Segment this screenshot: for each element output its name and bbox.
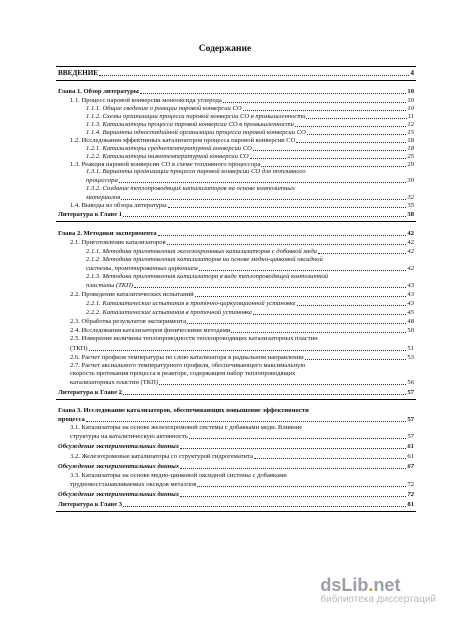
divider [56,399,416,400]
toc-entry[interactable]: 1.2. Исследования эффективных катализаторов процесса паровой конверсии CO 18 [70,136,414,144]
toc-entry-discussion[interactable]: Обсуждение экспериментальных данных 61 [58,442,414,450]
toc-entry[interactable]: трудновосстанавливаемых оксидов металлов 72 [70,480,414,488]
toc-entry[interactable]: 1.1.3. Катализаторы процесса паровой конверсии CO в промышленности 12 [86,120,414,128]
toc-entry-line[interactable]: скорость протекания процесса в реакторе, содержащем набор теплопроводящих [70,370,296,377]
toc-entry-chapter-3[interactable]: процесса 57 [58,415,414,423]
toc-entry[interactable]: катализаторных пластин (ТКП) 56 [70,378,414,386]
toc-entry[interactable]: 3.2. Железохромовые катализаторы со структурой гидрогематита 61 [70,452,414,460]
toc-entry-literature-1[interactable]: Литература к Главе 1 38 [58,210,414,218]
toc-entry[interactable]: 2.3. Обработка результатов эксперимента 48 [70,317,414,325]
toc-entry[interactable]: (ТКП) 51 [70,344,414,352]
toc-entry-line[interactable]: Глава 3. Исследование катализаторов, обеспечивающих повышение эффективности [58,407,309,414]
toc-entry[interactable]: 1.1.2. Схемы организации процесса паровой конверсии CO в промышленности 11 [86,112,414,120]
toc-entry[interactable]: 2.4. Исследования катализаторов физическими методами 50 [70,326,414,334]
toc-entry-chapter-2[interactable]: Глава 2. Методики эксперимента 42 [58,229,414,237]
toc-entry-line[interactable]: 3.3. Катализаторы на основе медно-цинковой оксидной системы с добавками [70,472,287,479]
toc-entry[interactable]: 1.2.2. Катализаторы низкотемпературной конверсии CO 25 [86,152,414,160]
toc-entry-literature-2[interactable]: Литература к Главе 2 57 [58,388,414,396]
toc-entry-chapter-1[interactable]: Глава 1. Обзор литературы 10 [58,87,414,95]
toc-entry[interactable]: 2.1.1. Методика приготовления железохромовых катализаторов с добавкой меди 42 [86,247,414,255]
toc-entry[interactable]: структуры на каталитическую активность 57 [70,432,414,440]
divider [56,80,416,81]
toc-entry[interactable]: 2.1. Приготовление катализаторов 42 [70,238,414,246]
toc-entry[interactable]: 2.6. Расчет профиля температуры по слою катализатора в радиальном направлении 53 [70,353,414,361]
toc-entry[interactable]: 1.1. Процесс паровой конверсии монооксида углерода 10 [70,96,414,104]
toc-entry-line[interactable]: 2.1.3. Методика приготовления катализатора в виде теплопроводящей композитной [86,273,329,280]
toc-entry[interactable]: 1.4. Выводы из обзора литературы 35 [70,201,414,209]
toc-entry[interactable]: 2.2.1. Каталитические испытания в проточно-циркуляционной установке 43 [86,299,414,307]
toc-entry[interactable]: 1.3. Реакция паровой конверсии CO в схеме топливного процессора 29 [70,160,414,168]
watermark-logo: dsLib.net библиотека диссертаций [320,575,436,605]
toc-entry[interactable]: 1.2.1. Катализаторы среднетемпературной конверсии CO 18 [86,144,414,152]
toc-entry-literature-3[interactable]: Литература к Главе 3 81 [58,500,414,508]
toc-entry[interactable]: системы, промотированных цирконием 42 [86,264,414,272]
toc-entry[interactable]: материалов 32 [86,193,414,201]
toc-entry-line[interactable]: 1.3.2. Создание теплопроводящих катализаторов на основе композитных [86,185,295,192]
toc-entry-line[interactable]: 2.1.2. Методика приготовления катализаторов на основе медно-цинковой оксидной [86,256,323,263]
toc-entry-line[interactable]: 2.7. Расчет аксиального температурного профиля, обеспечивающего максимальную [70,362,306,369]
toc-entry[interactable]: процессора 30 [86,176,414,184]
toc-entry-discussion[interactable]: Обсуждение экспериментальных данных 67 [58,462,414,470]
toc-entry-intro[interactable]: ВВЕДЕНИЕ 4 [58,68,414,77]
toc-entry[interactable]: 2.2. Проведение каталитических испытаний 43 [70,290,414,298]
divider [56,66,416,67]
toc-entry[interactable]: 1.1.1. Общие сведения о реакции паровой конверсии CO 10 [86,104,414,112]
toc-entry-discussion[interactable]: Обсуждение экспериментальных данных 72 [58,490,414,498]
toc-entry[interactable]: 2.2.2. Каталитические испытания в проточной установке 45 [86,308,414,316]
divider [56,511,416,512]
toc-entry-line[interactable]: 2.5. Измерение величины теплопроводности теплопроводящих катализаторных пластин [70,335,318,342]
toc-entry[interactable]: пластины (ТКП) 43 [86,281,414,289]
toc-entry-line[interactable]: 1.3.1. Варианты организации процесса паровой конверсии CO для топливного [86,168,306,175]
page-title: Содержание [198,44,252,54]
toc-entry[interactable]: 1.1.4. Варианты одностадийной организации процесса паровой конверсии CO 15 [86,128,414,136]
toc-entry-line[interactable]: 3.1. Катализаторы на основе железохромовой системы с добавками меди. Влияние [70,424,303,431]
divider [56,221,416,222]
